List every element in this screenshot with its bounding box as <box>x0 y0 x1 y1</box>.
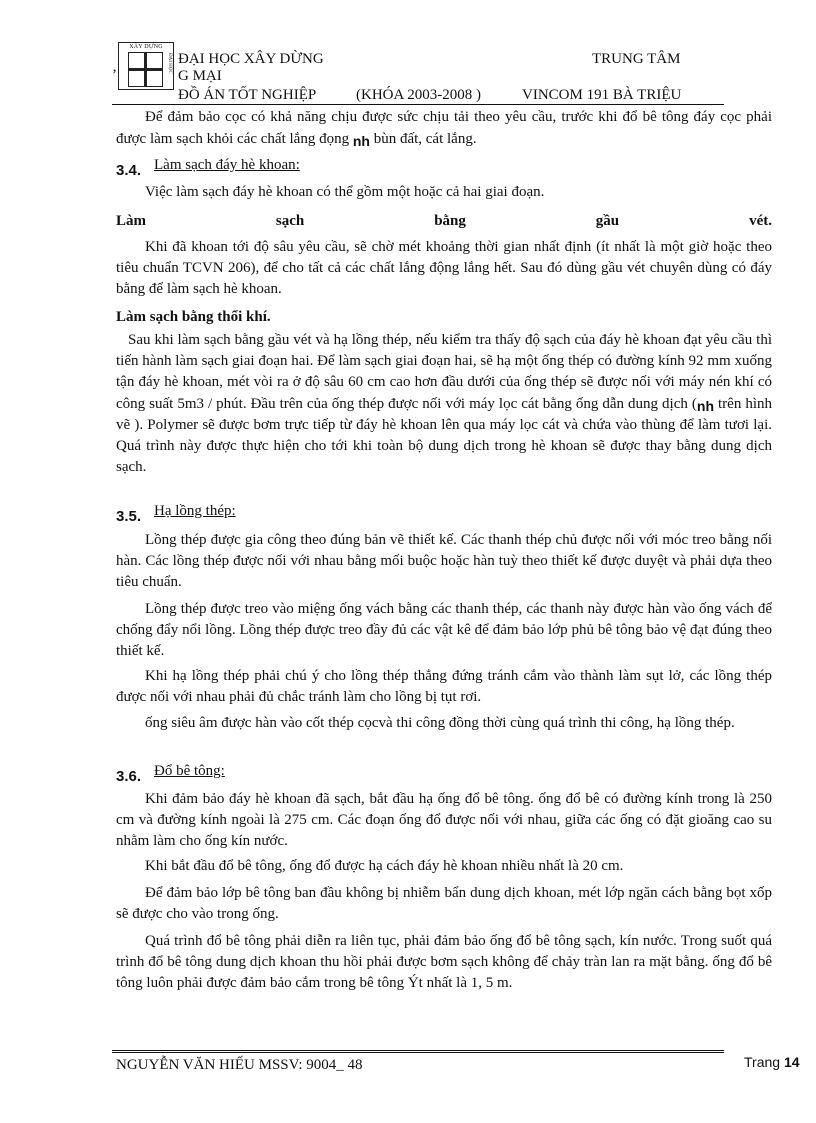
s34-paragraph-1: Việc làm sạch đáy hè khoan có thể gồm một hoặc cả hai giai đoạn. <box>145 184 545 200</box>
logo-side-text: ĐẠI HỌC <box>167 53 172 74</box>
page-label: Trang <box>744 1054 781 1070</box>
header-rule <box>112 104 724 105</box>
section-3-6-title: Đổ bê tông: <box>154 763 225 779</box>
bold-heading-scoop: Làm sạch bằng gầu vét. <box>116 213 772 229</box>
s34-paragraph-2: Khi đã khoan tới độ sâu yêu cầu, sẽ chờ mét khoảng thời gian nhất định (ít nhất là một giờ hoặc theo tiêu chuẩn TCVN 206), để cho tất cả các chất lắng động lắng hết. Sau đó dùng gầu vét chuyên dùng có đáy bằng để làm sạch hè khoan. <box>116 239 772 297</box>
s35-paragraph-4: ống siêu âm được hàn vào cốt thép cọcvà thi công đồng thời cùng quá trình thi công, hạ lồng thép. <box>145 715 735 731</box>
s35-paragraph-3: Khi hạ lồng thép phải chú ý cho lồng thép thẳng đứng tránh cắm vào thành làm sụt lở, các lồng thép được nối với nhau phải đủ chắc tránh làm cho lồng bị tụt rơi. <box>116 668 772 705</box>
header-line2: G MẠI <box>178 68 222 84</box>
section-3-4-number: 3.4. <box>116 162 142 179</box>
intro-paragraph: Để đảm bảo cọc có khả năng chịu được sức chịu tải theo yêu cầu, trước khi đổ bê tông đáy cọc phải được làm sạch khỏi các chất lắng đọng nh bùn đất, cát lắng. <box>116 109 772 149</box>
section-3-6-number: 3.6. <box>116 768 142 785</box>
s34-paragraph-3: Sau khi làm sạch bằng gầu vét và hạ lồng thép, nếu kiểm tra thấy độ sạch của đáy hè khoan đạt yêu cầu thì tiến hành làm sạch giai đoạn hai. Để làm sạch giai đoạn hai, sẽ hạ một ống thép có đường kính 92 mm xuống tận đáy hè khoan, mét vòi ra ở độ sâu 60 cm cao hơn đầu dưới của ống thép sẽ được nối với máy nén khí có công suất 5m3 / phút. Đầu trên của ống thép được nối với máy lọc cát bằng ống dẫn dung dịch (nh trên hình vẽ ). Polymer sẽ được bơm trực tiếp từ đáy hè khoan lên qua máy lọc cát và chứa vào thùng để làm tươi lại. Quá trình này được thực hiện cho tới khi toàn bộ dung dịch trong hè khoan sẽ được thay bằng dung dịch sạch. <box>116 332 772 475</box>
page-number: 14 <box>783 1054 800 1070</box>
s35-paragraph-2: Lồng thép được treo vào miệng ống vách bằng các thanh thép, các thanh này được hàn vào ống vách để chống đẩy nổi lồng. Lồng thép được treo đầy đủ các vật kê để đảm bảo lớp phủ bê tông bảo vệ đạt đúng theo thiết kế. <box>116 601 772 659</box>
bold-heading-air: Làm sạch bằng thổi khí. <box>116 309 271 325</box>
header-center: TRUNG TÂM <box>592 51 681 67</box>
header-university: ĐẠI HỌC XÂY DỪNG <box>178 51 324 67</box>
header-building: VINCOM 191 BÀ TRIỆU <box>522 87 682 103</box>
section-3-5-title: Hạ lồng thép: <box>154 503 236 519</box>
footer-author: NGUYỄN VĂN HIẾU MSSV: 9004_ 48 <box>116 1057 363 1073</box>
s36-paragraph-1: Khi đảm bảo đáy hè khoan đã sạch, bắt đầu hạ ống đổ bê tông. ống đổ bê có đường kính trong là 250 cm và đường kính ngoài là 275 cm. Các đoạn ống đổ được nối với nhau, giữa các ống có đặt gioăng cao su nhằm làm cho ống kín nước. <box>116 791 772 849</box>
s35-paragraph-1: Lồng thép được gia công theo đúng bản vẽ thiết kế. Các thanh thép chủ được nối với móc treo bằng nối hàn. Các lồng thép được nối với nhau bằng mối buộc hoặc hàn tuỳ theo thiết kế được duyệt và phải dựa theo tiêu chuẩn. <box>116 532 772 590</box>
logo-emblem <box>128 52 163 87</box>
footer-page <box>744 1054 800 1070</box>
section-3-5-number: 3.5. <box>116 508 142 525</box>
s36-paragraph-3: Để đảm bảo lớp bê tông ban đầu không bị nhiễm bẩn dung dịch khoan, mét lớp ngăn cách bằng bọt xốp sẽ được cho vào trong ống. <box>116 885 772 922</box>
nh-marker-2: nh <box>696 398 714 414</box>
section-3-4-title: Làm sạch đáy hè khoan: <box>154 157 300 173</box>
nh-marker: nh <box>352 133 370 149</box>
university-logo <box>118 42 174 90</box>
logo-text: XÂY DỰNG <box>129 44 163 50</box>
header-project: ĐỒ ÁN TỐT NGHIỆP <box>178 87 317 103</box>
header-course: (KHÓA 2003-2008 ) <box>356 87 481 103</box>
header-mark: ’ <box>112 67 117 83</box>
s36-paragraph-4: Quá trình đổ bê tông phải diễn ra liên tục, phải đảm bảo ống đổ bê tông sạch, kín nước. Trong suốt quá trình đổ bê tông dung dịch khoan thu hồi phải được bơm sạch không để chảy tràn lan ra mặt bằng. ống đổ bê tông luôn phải được đảm bảo cắm trong bê tông Ýt nhất là 1, 5 m. <box>116 933 772 991</box>
s36-paragraph-2: Khi bắt đầu đổ bê tông, ống đổ được hạ cách đáy hè khoan nhiều nhất là 20 cm. <box>145 858 624 874</box>
footer-rule <box>112 1050 724 1053</box>
